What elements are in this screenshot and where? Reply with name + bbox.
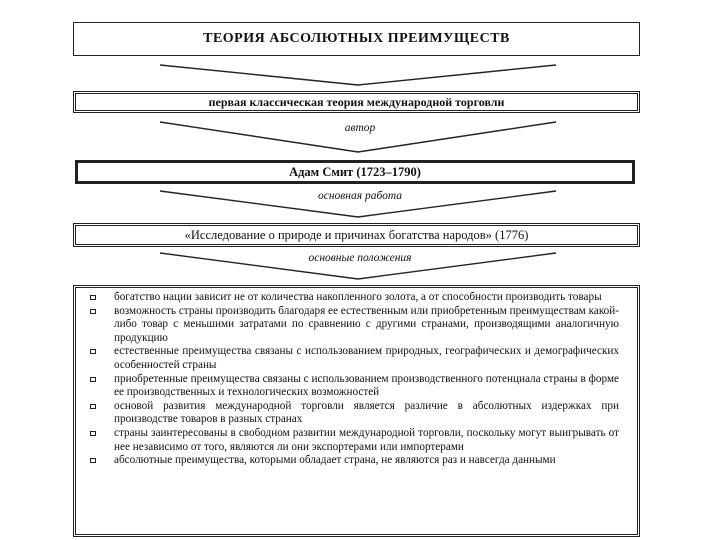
author-box — [75, 160, 635, 184]
provision-text: страны заинтересованы в свободном развитии международной торговли, поскольку могут выигрывать от нее независимо от того, являются ли они экспортерами или импортерами — [114, 426, 619, 453]
square-bullet-icon — [90, 404, 96, 409]
chevron-arrow-icon — [0, 62, 720, 88]
provisions-box — [73, 285, 640, 537]
square-bullet-icon — [90, 431, 96, 436]
list-item — [88, 291, 619, 305]
list-item — [88, 373, 619, 400]
list-item — [88, 454, 619, 468]
square-bullet-icon — [90, 295, 96, 300]
work-connector-label: основная работа — [317, 190, 403, 202]
square-bullet-icon — [90, 349, 96, 354]
square-bullet-icon — [90, 458, 96, 463]
provision-text: естественные преимущества связаны с использованием природных, географических и демографических особенностей страны — [114, 345, 619, 371]
provision-text: богатство нации зависит не от количества накопленного золота, а от способности производить товары — [114, 291, 602, 303]
list-item — [88, 305, 619, 346]
author-name: Адам Смит (1723–1790) — [289, 164, 421, 179]
provisions-connector-label: основные положения — [308, 252, 412, 264]
list-item — [88, 345, 619, 372]
diagram-title: ТЕОРИЯ АБСОЛЮТНЫХ ПРЕИМУЩЕСТВ — [203, 31, 510, 46]
provision-text: приобретенные преимущества связаны с использованием производственного потенциала страны в форме ее производственных и технологических возможностей — [114, 372, 619, 399]
main-work-title: «Исследование о природе и причинах богатства народов» (1776) — [184, 227, 529, 242]
author-connector-label: автор — [344, 122, 376, 134]
provision-text: основой развития международной торговли является различие в абсолютных издержках при производстве товаров в разных странах — [114, 399, 619, 426]
title-box — [73, 22, 640, 56]
square-bullet-icon — [90, 309, 96, 314]
provision-text: возможность страны производить благодаря ее естественным или приобретенным преимуществам какой-либо товар с меньшими затратами по сравнению с другими странами, производящими аналогичную продукцию — [114, 304, 619, 344]
theory-type-text: первая классическая теория международной торговли — [208, 94, 505, 109]
main-work-box — [73, 223, 640, 247]
square-bullet-icon — [90, 377, 96, 382]
list-item — [88, 400, 619, 427]
provision-text: абсолютные преимущества, которыми обладает страна, не являются раз и навсегда данными — [114, 454, 556, 467]
provisions-list — [88, 291, 619, 468]
list-item — [88, 427, 619, 454]
theory-type-box — [73, 91, 640, 113]
